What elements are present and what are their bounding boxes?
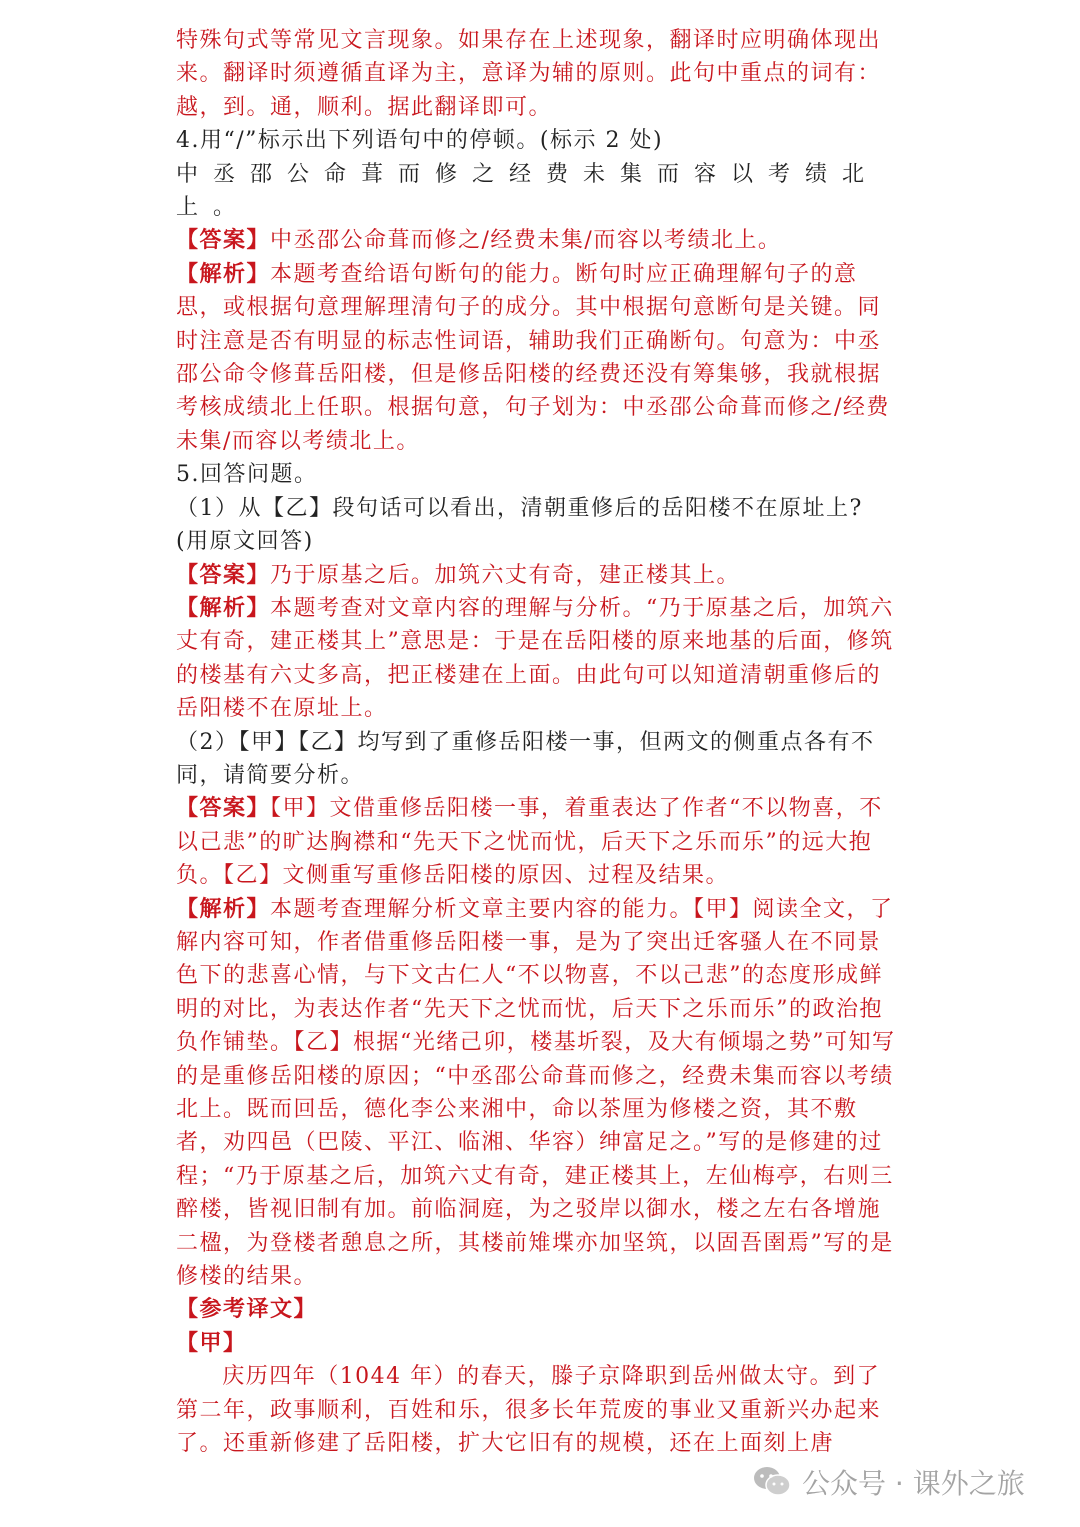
reference-translation-heading: 【参考译文】 (176, 1296, 318, 1323)
answer-tag: 【答案】 (176, 561, 271, 588)
question-5: 5.回答问题。 (176, 462, 318, 488)
explanation-5-2-text: 本题考查理解分析文章主要内容的能力。【甲】阅读全文，了解内容可知，作者借重修岳阳楼一事，是为了突出迁客骚人在不同景色下的悲喜心情，与下文古仁人“不以物喜，不以己悲”的态度形成鲜明的对比，为表达作者“先天下之忧而忧，后天下之乐而乐”的政治抱负作铺垫。【乙】根据“光绪己卯，楼基圻裂，及大有倾塌之势”可知写的是重修岳阳楼的原因；“中丞邵公命葺而修之，经费未集而容以考绩北上。既而回岳，德化李公来湘中，命以茶厘为修楼之资，其不敷者，劝四邑（巴陵、平江、临湘、华容）绅富足之。”写的是修建的过程；“乃于原基之后，加筑六丈有奇，建正楼其上，左仙梅亭，右则三醉楼，皆视旧制有加。前临洞庭，为之驳岸以御水，楼之左右各增施二楹，为登楼者憩息之所，其楼前雉堞亦加坚筑，以固吾圉焉”写的是修楼的结果。 (176, 896, 896, 1290)
explanation-tag: 【解析】 (176, 895, 271, 922)
question-5-1: （1）从【乙】段句话可以看出，清朝重修后的岳阳楼不在原址上?(用原文回答) (176, 495, 863, 555)
answer-5-2-text: 【甲】文借重修岳阳楼一事，着重表达了作者“不以物喜，不以己悲”的旷达胸襟和“先天下之忧而忧，后天下之乐而乐”的远大抱负。【乙】文侧重写重修岳阳楼的原因、过程及结果。 (176, 796, 883, 889)
explanation-5-1-text: 本题考查对文章内容的理解与分析。“乃于原基之后，加筑六丈有奇，建正楼其上”意思是：于是在岳阳楼的原来地基的后面，修筑的楼基有六丈多高，把正楼建在上面。由此句可以知道清朝重修后的岳阳楼不在原址上。 (176, 595, 894, 722)
answer-4-text: 中丞邵公命葺而修之/经费未集/而容以考绩北上。 (270, 228, 782, 254)
translation-jia-text: 庆历四年（1044 年）的春天，滕子京降职到岳州做太守。到了第二年，政事顺利，百姓和乐，很多长年荒废的事业又重新兴办起来了。还重新修建了岳阳楼，扩大它旧有的规模，还在上面刻上唐 (176, 1364, 882, 1457)
answer-5-1 (176, 559, 896, 592)
explanation-5-1 (176, 592, 896, 726)
document-page (176, 24, 896, 1460)
answer-tag: 【答案】 (176, 227, 271, 254)
answer-5-1-text: 乃于原基之后。加筑六丈有奇，建正楼其上。 (270, 562, 741, 588)
wechat-icon (752, 1465, 792, 1499)
watermark-text: 公众号 · 课外之旅 (802, 1467, 1025, 1500)
explanation-tag: 【解析】 (176, 594, 271, 621)
explanation-tag: 【解析】 (176, 260, 271, 287)
explanation-4-text: 本题考查给语句断句的能力。断句时应正确理解句子的意思，或根据句意理解理清句子的成分。其中根据句意断句是关键。同时注意是否有明显的标志性词语，辅助我们正确断句。句意为：中丞邵公命令修葺岳阳楼，但是修岳阳楼的经费还没有筹集够，我就根据考核成绩北上任职。根据句意，句子划为：中丞邵公命葺而修之/经费未集/而容以考绩北上。 (176, 261, 890, 454)
answer-5-2 (176, 792, 896, 892)
question-5-2: （2）【甲】【乙】均写到了重修岳阳楼一事，但两文的侧重点各有不同，请简要分析。 (176, 729, 875, 788)
explanation-5-2 (176, 893, 896, 1294)
question-4: 4.用“/”标示出下列语句中的停顿。(标示 2 处) (176, 128, 664, 154)
question-4-text: 中丞邵公命葺而修之经费未集而容以考绩北上。 (176, 161, 880, 221)
explanation-4 (176, 258, 896, 458)
answer-4 (176, 224, 896, 257)
section-jia-heading: 【甲】 (176, 1329, 247, 1356)
watermark (752, 1460, 1025, 1504)
answer-tag: 【答案】 (176, 795, 271, 822)
paragraph-previous-explanation: 特殊句式等常见文言现象。如果存在上述现象，翻译时应明确体现出来。翻译时须遵循直译为主，意译为辅的原则。此句中重点的词有：越，到。通，顺利。据此翻译即可。 (176, 28, 882, 120)
